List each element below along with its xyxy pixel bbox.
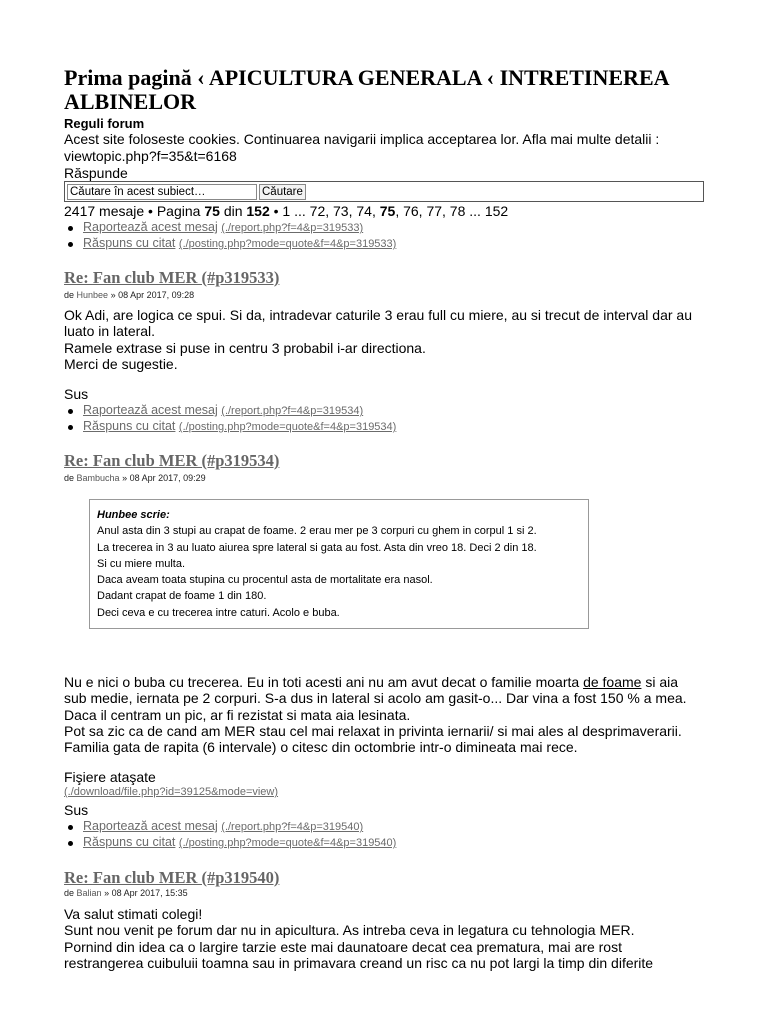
attachment-link[interactable]: (./download/file.php?id=39125&mode=view) <box>64 786 279 798</box>
report-link[interactable]: Raportează acest mesaj (./report.php?f=4&p=319534) <box>83 403 364 417</box>
post-author[interactable]: Bambucha <box>76 473 120 483</box>
cookie-url[interactable]: viewtopic.php?f=35&t=6168 <box>64 148 237 164</box>
post-byline: de Bambucha » 08 Apr 2017, 09:29 <box>64 473 206 483</box>
pagination-of: din <box>223 203 243 219</box>
total-pages: 152 <box>246 203 270 219</box>
post-title[interactable]: Re: Fan club MER (#p319533) <box>64 268 280 287</box>
search-input[interactable]: Căutare în acest subiect… <box>67 184 257 200</box>
post-body: Ok Adi, are logica ce spui. Si da, intradevar caturile 3 erau full cu miere, au si trecut de interval dar au luato in lateral. Ramele extrase si puse in centru 3 probabil i-ar directiona. Merci de sugestie. <box>64 307 692 372</box>
post-byline: de Hunbee » 08 Apr 2017, 09:28 <box>64 290 195 300</box>
post-byline: de Balian » 08 Apr 2017, 15:35 <box>64 888 188 898</box>
current-page-link: 75 <box>379 203 396 219</box>
report-link[interactable]: Raportează acest mesaj (./report.php?f=4&p=319533) <box>83 220 364 234</box>
post-date: » 08 Apr 2017, 09:28 <box>110 290 195 300</box>
rules-link[interactable]: Reguli forum <box>64 116 145 131</box>
post-body: Va salut stimati colegi! Sunt nou venit pe forum dar nu in apicultura. As intreba ceva in legatura cu tehnologia MER. Pornind din idea ca o largire tarzie este mai daunatoare decat cea prematura, mai are rost restrangerea cuibuluii toamna sau in primavara creand un risc ca nu pot largi la timp din diferite <box>64 906 654 971</box>
post-body: Nu e nici o buba cu trecerea. Eu in toti acesti ani nu am avut decat o familie moarta de foame si aia sub medie, iernata pe 2 corpuri. S-a dus in lateral si acolo am gasit-o... Dar vina a fost 150 % a mea. Daca il centram un pic, ar fi rezistat si mata aia lesinata. Pot sa zic ca de cand am MER stau cel mai relaxat in privinta iernarii/ si mai ales al desprimaverarii. Familia gata de rapita (6 intervale) o citesc din octombrie intr-o dimineata mai rece. <box>64 674 687 756</box>
pagination <box>64 203 508 219</box>
quote-author: Hunbee scrie: <box>97 509 170 521</box>
quote-block: Hunbee scrie: Anul asta din 3 stupi au crapat de foame. 2 erau mer pe 3 corpuri cu ghem in corpul 1 si 2. La trecerea in 3 au luato aiurea spre lateral si gata au fost. Asta din vreo 18. Deci 2 din 18. Si cu miere multa. Daca aveam toata stupina cu procentul asta de mortalitate era nasol. Dadant crapat de foame 1 din 180. Deci ceva e cu trecerea intre caturi. Acolo e buba. <box>89 499 589 629</box>
cookie-notice: Acest site foloseste cookies. Continuarea navigarii implica acceptarea lor. Afla mai multe detalii : <box>64 131 660 147</box>
post-title[interactable]: Re: Fan club MER (#p319540) <box>64 868 280 887</box>
page-links-after[interactable]: , 76, 77, 78 ... 152 <box>395 203 509 219</box>
attachments-label: Fişiere ataşate <box>64 769 156 785</box>
page-links[interactable]: • 1 ... 72, 73, 74, <box>273 203 376 219</box>
quote-link[interactable]: Răspuns cu citat (./posting.php?mode=quote&f=4&p=319534) <box>83 419 397 433</box>
post-author[interactable]: Hunbee <box>76 290 109 300</box>
search-box <box>64 181 704 202</box>
reply-link[interactable]: Răspunde <box>64 165 128 181</box>
post-title[interactable]: Re: Fan club MER (#p319534) <box>64 451 280 470</box>
page-title: Prima pagină ‹ APICULTURA GENERALA ‹ INTRETINEREA ALBINELOR <box>64 65 669 114</box>
post-date: » 08 Apr 2017, 09:29 <box>122 473 206 483</box>
back-to-top-link[interactable]: Sus <box>64 386 89 402</box>
quote-link[interactable]: Răspuns cu citat (./posting.php?mode=quote&f=4&p=319540) <box>83 835 397 849</box>
keyword-link[interactable]: de foame <box>583 674 642 690</box>
current-page: 75 <box>204 203 220 219</box>
post-date: » 08 Apr 2017, 15:35 <box>104 888 188 898</box>
report-link[interactable]: Raportează acest mesaj (./report.php?f=4&p=319540) <box>83 819 364 833</box>
search-button[interactable]: Căutare <box>259 184 306 200</box>
back-to-top-link[interactable]: Sus <box>64 802 89 818</box>
quote-link[interactable]: Răspuns cu citat (./posting.php?mode=quote&f=4&p=319533) <box>83 236 397 250</box>
pagination-prefix: 2417 mesaje • Pagina <box>64 203 201 219</box>
post-author[interactable]: Balian <box>76 888 102 898</box>
